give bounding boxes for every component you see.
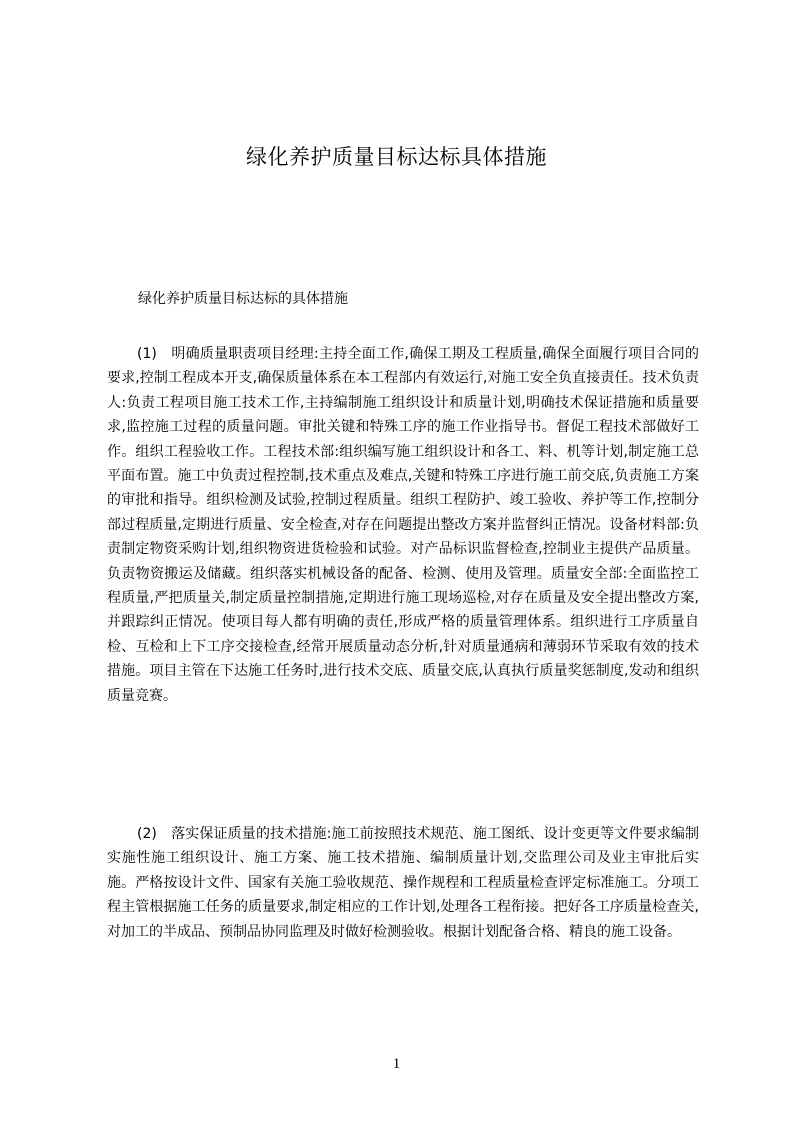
paragraph-technical-measures: (2) 落实保证质量的技术措施:施工前按照技术规范、施工图纸、设计变更等文件要求编制实施性施工组织设计、施工方案、施工技术措施、编制质量计划,交监理公司及业主审批后实施。严格按设计文件、国家有关施工验收规范、操作规程和工程质量检查评定标准施工。分项工程主管根据施工任务的质量要求,制定相应的工作计划,处理各工程衔接。把好各工序质量检查关,对加工的半成品、预制品协同监理及时做好检测验收。根据计划配备合格、精良的施工设备。: [107, 826, 699, 940]
page-number: 1: [392, 1056, 401, 1072]
section-subtitle: 绿化养护质量目标达标的具体措施: [138, 291, 348, 307]
paragraph-quality-responsibilities: (1) 明确质量职责项目经理:主持全面工作,确保工期及工程质量,确保全面履行项目合同的要求,控制工程成本开支,确保质量体系在本工程部内有效运行,对施工安全负直接责任。技术负责人:负责工程项目施工技术工作,主持编制施工组织设计和质量计划,明确技术保证措施和质量要求,监控施工过程的质量问题。审批关键和特殊工序的施工作业指导书。督促工程技术部做好工作。组织工程验收工作。工程技术部:组织编写施工组织设计和各工、料、机等计划,制定施工总平面布置。施工中负责过程控制,技术重点及难点,关键和特殊工序进行施工前交底,负责施工方案的审批和指导。组织检测及试验,控制过程质量。组织工程防护、竣工验收、养护等工作,控制分部过程质量,定期进行质量、安全检查,对存在问题提出整改方案并监督纠正情况。设备材料部:负责制定物资采购计划,组织物资进货检验和试验。对产品标识监督检查,控制业主提供产品质量。负责物资搬运及储藏。组织落实机械设备的配备、检测、使用及管理。质量安全部:全面监控工程质量,严把质量关,制定质量控制措施,定期进行施工现场巡检,对存在质量及安全提出整改方案,并跟踪纠正情况。使项目每人都有明确的责任,形成严格的质量管理体系。组织进行工序质量自检、互检和上下工序交接检查,经常开展质量动态分析,针对质量通病和薄弱环节采取有效的技术措施。项目主管在下达施工任务时,进行技术交底、质量交底,认真执行质量奖惩制度,发动和组织质量竞赛。: [107, 346, 699, 704]
document-title: 绿化养护质量目标达标具体措施: [246, 145, 547, 169]
